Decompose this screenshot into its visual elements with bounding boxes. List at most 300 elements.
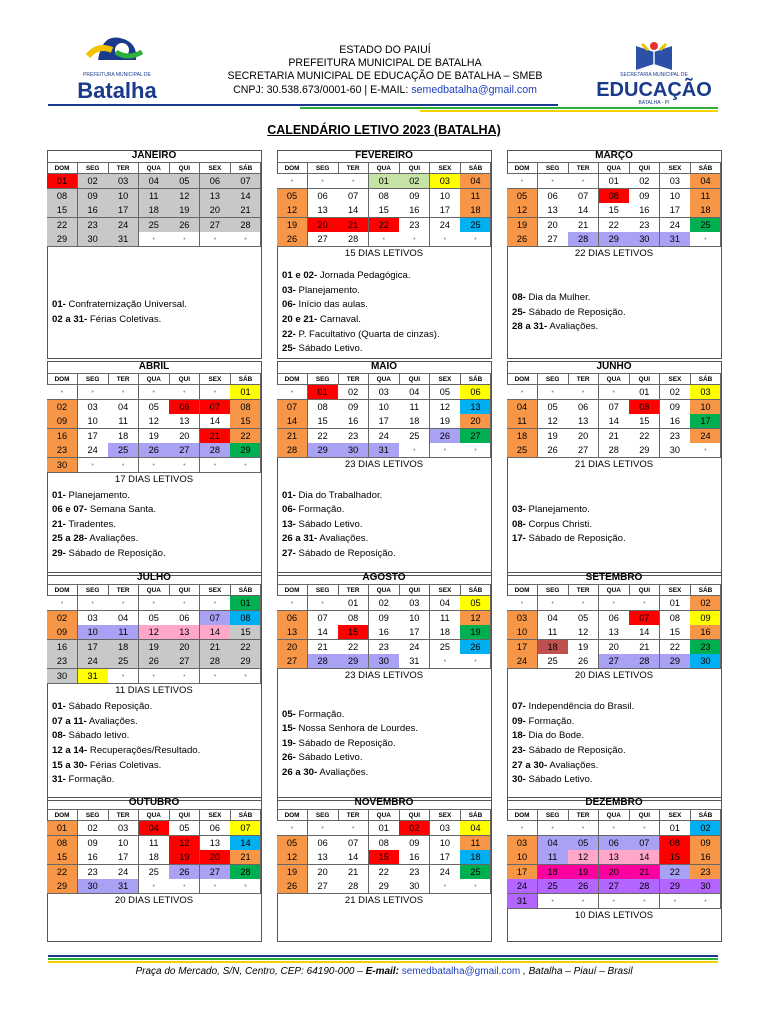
day-cell[interactable]: 10	[108, 189, 139, 204]
day-cell[interactable]: 03	[507, 611, 538, 626]
day-cell[interactable]: 24	[369, 429, 400, 444]
day-cell[interactable]: 28	[338, 879, 369, 894]
day-cell[interactable]: 15	[629, 414, 660, 429]
day-cell[interactable]: 24	[507, 879, 538, 894]
day-cell[interactable]: 21	[629, 640, 660, 655]
day-cell[interactable]: 23	[78, 218, 109, 233]
day-cell[interactable]: 28	[230, 865, 261, 880]
day-cell[interactable]: 20	[568, 429, 599, 444]
day-cell[interactable]: 27	[460, 429, 491, 444]
day-cell[interactable]: 15	[369, 850, 400, 865]
day-cell[interactable]: 08	[230, 611, 261, 626]
day-cell[interactable]: 07	[308, 611, 339, 626]
day-cell[interactable]: 17	[507, 640, 538, 655]
day-cell[interactable]: 12	[538, 414, 569, 429]
day-cell[interactable]: 08	[660, 611, 691, 626]
day-cell[interactable]: 26	[568, 879, 599, 894]
day-cell[interactable]: 25	[538, 654, 569, 669]
day-cell[interactable]: 14	[629, 850, 660, 865]
day-cell[interactable]: 03	[78, 611, 109, 626]
day-cell[interactable]: 12	[139, 625, 170, 640]
day-cell[interactable]: 16	[690, 625, 721, 640]
day-cell[interactable]: 27	[200, 218, 231, 233]
day-cell[interactable]: 07	[599, 400, 630, 415]
day-cell[interactable]: 16	[369, 625, 400, 640]
day-cell[interactable]: 12	[169, 189, 200, 204]
day-cell[interactable]: 22	[230, 429, 261, 444]
day-cell[interactable]: 03	[430, 821, 461, 836]
day-cell[interactable]: 03	[108, 821, 139, 836]
day-cell[interactable]: 06	[169, 400, 200, 415]
day-cell[interactable]: 19	[139, 640, 170, 655]
day-cell[interactable]: 23	[78, 865, 109, 880]
day-cell[interactable]: 14	[629, 625, 660, 640]
day-cell[interactable]: 17	[108, 203, 139, 218]
day-cell[interactable]: 06	[599, 836, 630, 851]
day-cell[interactable]: 26	[139, 443, 170, 458]
day-cell[interactable]: 14	[230, 189, 261, 204]
day-cell[interactable]: 13	[169, 414, 200, 429]
day-cell[interactable]: 17	[660, 203, 691, 218]
day-cell[interactable]: 08	[369, 189, 400, 204]
day-cell[interactable]: 18	[460, 850, 491, 865]
day-cell[interactable]: 21	[599, 429, 630, 444]
day-cell[interactable]: 10	[660, 189, 691, 204]
day-cell[interactable]: 28	[200, 654, 231, 669]
day-cell[interactable]: 31	[369, 443, 400, 458]
day-cell[interactable]: 12	[277, 850, 308, 865]
day-cell[interactable]: 13	[460, 400, 491, 415]
day-cell[interactable]: 13	[200, 189, 231, 204]
day-cell[interactable]: 23	[338, 429, 369, 444]
day-cell[interactable]: 17	[507, 865, 538, 880]
day-cell[interactable]: 01	[369, 174, 400, 189]
day-cell[interactable]: 21	[200, 429, 231, 444]
day-cell[interactable]: 23	[399, 865, 430, 880]
day-cell[interactable]: 02	[690, 596, 721, 611]
day-cell[interactable]: 19	[169, 850, 200, 865]
day-cell[interactable]: 20	[599, 640, 630, 655]
day-cell[interactable]: 01	[47, 174, 78, 189]
day-cell[interactable]: 07	[629, 836, 660, 851]
day-cell[interactable]: 17	[108, 850, 139, 865]
day-cell[interactable]: 27	[599, 879, 630, 894]
day-cell[interactable]: 18	[399, 414, 430, 429]
day-cell[interactable]: 17	[78, 429, 109, 444]
day-cell[interactable]: 03	[399, 596, 430, 611]
day-cell[interactable]: 14	[568, 203, 599, 218]
day-cell[interactable]: 31	[399, 654, 430, 669]
day-cell[interactable]: 24	[507, 654, 538, 669]
day-cell[interactable]: 21	[338, 218, 369, 233]
day-cell[interactable]: 07	[230, 821, 261, 836]
day-cell[interactable]: 03	[690, 385, 721, 400]
day-cell[interactable]: 21	[200, 640, 231, 655]
day-cell[interactable]: 29	[230, 654, 261, 669]
day-cell[interactable]: 30	[47, 458, 78, 473]
day-cell[interactable]: 14	[200, 625, 231, 640]
day-cell[interactable]: 20	[308, 865, 339, 880]
day-cell[interactable]: 09	[78, 189, 109, 204]
day-cell[interactable]: 23	[690, 640, 721, 655]
day-cell[interactable]: 03	[430, 174, 461, 189]
day-cell[interactable]: 03	[660, 174, 691, 189]
day-cell[interactable]: 13	[568, 414, 599, 429]
day-cell[interactable]: 02	[47, 611, 78, 626]
day-cell[interactable]: 29	[230, 443, 261, 458]
day-cell[interactable]: 20	[200, 203, 231, 218]
day-cell[interactable]: 07	[200, 611, 231, 626]
day-cell[interactable]: 23	[690, 865, 721, 880]
day-cell[interactable]: 08	[47, 836, 78, 851]
day-cell[interactable]: 11	[399, 400, 430, 415]
day-cell[interactable]: 26	[507, 232, 538, 247]
day-cell[interactable]: 15	[338, 625, 369, 640]
day-cell[interactable]: 29	[369, 879, 400, 894]
day-cell[interactable]: 19	[430, 414, 461, 429]
day-cell[interactable]: 04	[507, 400, 538, 415]
day-cell[interactable]: 03	[369, 385, 400, 400]
day-cell[interactable]: 24	[78, 443, 109, 458]
day-cell[interactable]: 08	[660, 836, 691, 851]
day-cell[interactable]: 20	[538, 218, 569, 233]
day-cell[interactable]: 05	[507, 189, 538, 204]
day-cell[interactable]: 14	[338, 850, 369, 865]
day-cell[interactable]: 18	[460, 203, 491, 218]
day-cell[interactable]: 20	[200, 850, 231, 865]
footer-email-link[interactable]: semedbatalha@gmail.com	[401, 966, 521, 977]
day-cell[interactable]: 06	[200, 821, 231, 836]
day-cell[interactable]: 30	[629, 232, 660, 247]
day-cell[interactable]: 09	[338, 400, 369, 415]
day-cell[interactable]: 09	[47, 625, 78, 640]
day-cell[interactable]: 08	[338, 611, 369, 626]
day-cell[interactable]: 07	[230, 174, 261, 189]
day-cell[interactable]: 20	[277, 640, 308, 655]
day-cell[interactable]: 28	[629, 654, 660, 669]
day-cell[interactable]: 01	[230, 596, 261, 611]
day-cell[interactable]: 20	[169, 640, 200, 655]
day-cell[interactable]: 27	[169, 654, 200, 669]
day-cell[interactable]: 07	[338, 836, 369, 851]
day-cell[interactable]: 22	[369, 865, 400, 880]
day-cell[interactable]: 06	[538, 189, 569, 204]
day-cell[interactable]: 07	[338, 189, 369, 204]
day-cell[interactable]: 11	[538, 850, 569, 865]
day-cell[interactable]: 10	[690, 400, 721, 415]
day-cell[interactable]: 27	[308, 879, 339, 894]
day-cell[interactable]: 20	[460, 414, 491, 429]
day-cell[interactable]: 11	[690, 189, 721, 204]
day-cell[interactable]: 29	[47, 232, 78, 247]
day-cell[interactable]: 19	[277, 218, 308, 233]
day-cell[interactable]: 29	[629, 443, 660, 458]
day-cell[interactable]: 13	[599, 850, 630, 865]
day-cell[interactable]: 28	[568, 232, 599, 247]
day-cell[interactable]: 29	[599, 232, 630, 247]
day-cell[interactable]: 13	[599, 625, 630, 640]
day-cell[interactable]: 21	[230, 203, 261, 218]
day-cell[interactable]: 26	[430, 429, 461, 444]
day-cell[interactable]: 26	[538, 443, 569, 458]
day-cell[interactable]: 02	[399, 821, 430, 836]
day-cell[interactable]: 05	[568, 611, 599, 626]
day-cell[interactable]: 23	[399, 218, 430, 233]
day-cell[interactable]: 01	[338, 596, 369, 611]
day-cell[interactable]: 02	[338, 385, 369, 400]
day-cell[interactable]: 07	[629, 611, 660, 626]
day-cell[interactable]: 29	[338, 654, 369, 669]
day-cell[interactable]: 22	[308, 429, 339, 444]
day-cell[interactable]: 04	[460, 174, 491, 189]
day-cell[interactable]: 06	[277, 611, 308, 626]
day-cell[interactable]: 12	[507, 203, 538, 218]
day-cell[interactable]: 23	[47, 654, 78, 669]
day-cell[interactable]: 09	[399, 836, 430, 851]
day-cell[interactable]: 26	[169, 865, 200, 880]
day-cell[interactable]: 29	[47, 879, 78, 894]
day-cell[interactable]: 26	[277, 879, 308, 894]
day-cell[interactable]: 21	[230, 850, 261, 865]
day-cell[interactable]: 07	[200, 400, 231, 415]
day-cell[interactable]: 26	[460, 640, 491, 655]
day-cell[interactable]: 01	[369, 821, 400, 836]
day-cell[interactable]: 11	[507, 414, 538, 429]
day-cell[interactable]: 21	[277, 429, 308, 444]
day-cell[interactable]: 27	[277, 654, 308, 669]
day-cell[interactable]: 04	[538, 611, 569, 626]
day-cell[interactable]: 01	[660, 596, 691, 611]
day-cell[interactable]: 02	[690, 821, 721, 836]
day-cell[interactable]: 16	[47, 429, 78, 444]
day-cell[interactable]: 25	[430, 640, 461, 655]
day-cell[interactable]: 30	[690, 654, 721, 669]
day-cell[interactable]: 31	[507, 894, 538, 909]
day-cell[interactable]: 16	[78, 850, 109, 865]
day-cell[interactable]: 08	[599, 189, 630, 204]
day-cell[interactable]: 05	[169, 174, 200, 189]
day-cell[interactable]: 15	[660, 625, 691, 640]
day-cell[interactable]: 29	[660, 879, 691, 894]
day-cell[interactable]: 14	[277, 414, 308, 429]
day-cell[interactable]: 05	[430, 385, 461, 400]
day-cell[interactable]: 22	[230, 640, 261, 655]
day-cell[interactable]: 09	[629, 189, 660, 204]
day-cell[interactable]: 14	[308, 625, 339, 640]
day-cell[interactable]: 12	[430, 400, 461, 415]
day-cell[interactable]: 19	[169, 203, 200, 218]
day-cell[interactable]: 04	[139, 821, 170, 836]
day-cell[interactable]: 18	[507, 429, 538, 444]
day-cell[interactable]: 14	[599, 414, 630, 429]
day-cell[interactable]: 02	[78, 174, 109, 189]
day-cell[interactable]: 25	[139, 865, 170, 880]
day-cell[interactable]: 31	[108, 879, 139, 894]
day-cell[interactable]: 01	[47, 821, 78, 836]
day-cell[interactable]: 01	[629, 385, 660, 400]
day-cell[interactable]: 18	[538, 865, 569, 880]
day-cell[interactable]: 04	[690, 174, 721, 189]
day-cell[interactable]: 10	[399, 611, 430, 626]
day-cell[interactable]: 03	[108, 174, 139, 189]
day-cell[interactable]: 26	[139, 654, 170, 669]
day-cell[interactable]: 22	[599, 218, 630, 233]
day-cell[interactable]: 17	[690, 414, 721, 429]
day-cell[interactable]: 13	[308, 203, 339, 218]
day-cell[interactable]: 24	[108, 218, 139, 233]
day-cell[interactable]: 16	[338, 414, 369, 429]
day-cell[interactable]: 23	[629, 218, 660, 233]
day-cell[interactable]: 25	[108, 654, 139, 669]
day-cell[interactable]: 09	[369, 611, 400, 626]
day-cell[interactable]: 23	[369, 640, 400, 655]
day-cell[interactable]: 22	[629, 429, 660, 444]
day-cell[interactable]: 24	[660, 218, 691, 233]
day-cell[interactable]: 25	[399, 429, 430, 444]
day-cell[interactable]: 31	[108, 232, 139, 247]
day-cell[interactable]: 18	[139, 203, 170, 218]
day-cell[interactable]: 16	[399, 203, 430, 218]
day-cell[interactable]: 28	[230, 218, 261, 233]
day-cell[interactable]: 16	[78, 203, 109, 218]
day-cell[interactable]: 28	[200, 443, 231, 458]
day-cell[interactable]: 18	[108, 640, 139, 655]
day-cell[interactable]: 30	[47, 669, 78, 684]
day-cell[interactable]: 27	[538, 232, 569, 247]
day-cell[interactable]: 19	[460, 625, 491, 640]
day-cell[interactable]: 14	[230, 836, 261, 851]
day-cell[interactable]: 04	[139, 174, 170, 189]
day-cell[interactable]: 01	[660, 821, 691, 836]
day-cell[interactable]: 08	[369, 836, 400, 851]
day-cell[interactable]: 08	[308, 400, 339, 415]
day-cell[interactable]: 11	[460, 189, 491, 204]
day-cell[interactable]: 08	[47, 189, 78, 204]
day-cell[interactable]: 04	[399, 385, 430, 400]
day-cell[interactable]: 05	[568, 836, 599, 851]
day-cell[interactable]: 20	[599, 865, 630, 880]
day-cell[interactable]: 28	[277, 443, 308, 458]
day-cell[interactable]: 26	[169, 218, 200, 233]
day-cell[interactable]: 05	[277, 189, 308, 204]
day-cell[interactable]: 16	[399, 850, 430, 865]
day-cell[interactable]: 27	[200, 865, 231, 880]
day-cell[interactable]: 05	[460, 596, 491, 611]
day-cell[interactable]: 17	[78, 640, 109, 655]
day-cell[interactable]: 24	[78, 654, 109, 669]
day-cell[interactable]: 02	[660, 385, 691, 400]
day-cell[interactable]: 11	[108, 625, 139, 640]
day-cell[interactable]: 23	[660, 429, 691, 444]
day-cell[interactable]: 01	[230, 385, 261, 400]
day-cell[interactable]: 27	[599, 654, 630, 669]
day-cell[interactable]: 30	[369, 654, 400, 669]
day-cell[interactable]: 30	[78, 879, 109, 894]
day-cell[interactable]: 16	[690, 850, 721, 865]
day-cell[interactable]: 11	[108, 414, 139, 429]
day-cell[interactable]: 31	[78, 669, 109, 684]
day-cell[interactable]: 19	[568, 865, 599, 880]
day-cell[interactable]: 18	[690, 203, 721, 218]
day-cell[interactable]: 25	[507, 443, 538, 458]
day-cell[interactable]: 15	[47, 203, 78, 218]
day-cell[interactable]: 12	[568, 625, 599, 640]
day-cell[interactable]: 06	[460, 385, 491, 400]
day-cell[interactable]: 19	[139, 429, 170, 444]
day-cell[interactable]: 05	[139, 611, 170, 626]
day-cell[interactable]: 18	[108, 429, 139, 444]
day-cell[interactable]: 10	[430, 189, 461, 204]
day-cell[interactable]: 25	[690, 218, 721, 233]
day-cell[interactable]: 19	[568, 640, 599, 655]
day-cell[interactable]: 09	[47, 414, 78, 429]
day-cell[interactable]: 02	[629, 174, 660, 189]
day-cell[interactable]: 30	[660, 443, 691, 458]
day-cell[interactable]: 20	[308, 218, 339, 233]
day-cell[interactable]: 17	[399, 625, 430, 640]
day-cell[interactable]: 06	[200, 174, 231, 189]
day-cell[interactable]: 25	[538, 879, 569, 894]
day-cell[interactable]: 15	[47, 850, 78, 865]
day-cell[interactable]: 08	[230, 400, 261, 415]
day-cell[interactable]: 15	[369, 203, 400, 218]
day-cell[interactable]: 02	[399, 174, 430, 189]
day-cell[interactable]: 19	[507, 218, 538, 233]
day-cell[interactable]: 04	[108, 400, 139, 415]
day-cell[interactable]: 16	[47, 640, 78, 655]
day-cell[interactable]: 21	[308, 640, 339, 655]
day-cell[interactable]: 09	[690, 611, 721, 626]
day-cell[interactable]: 14	[338, 203, 369, 218]
day-cell[interactable]: 25	[108, 443, 139, 458]
day-cell[interactable]: 11	[139, 189, 170, 204]
day-cell[interactable]: 12	[139, 414, 170, 429]
day-cell[interactable]: 16	[660, 414, 691, 429]
day-cell[interactable]: 30	[78, 232, 109, 247]
day-cell[interactable]: 18	[430, 625, 461, 640]
day-cell[interactable]: 18	[538, 640, 569, 655]
day-cell[interactable]: 22	[660, 640, 691, 655]
day-cell[interactable]: 02	[78, 821, 109, 836]
day-cell[interactable]: 06	[308, 836, 339, 851]
day-cell[interactable]: 06	[599, 611, 630, 626]
day-cell[interactable]: 13	[277, 625, 308, 640]
day-cell[interactable]: 17	[430, 203, 461, 218]
day-cell[interactable]: 15	[308, 414, 339, 429]
day-cell[interactable]: 07	[277, 400, 308, 415]
day-cell[interactable]: 19	[538, 429, 569, 444]
day-cell[interactable]: 05	[277, 836, 308, 851]
day-cell[interactable]: 22	[47, 865, 78, 880]
day-cell[interactable]: 10	[369, 400, 400, 415]
day-cell[interactable]: 16	[629, 203, 660, 218]
day-cell[interactable]: 30	[399, 879, 430, 894]
day-cell[interactable]: 28	[629, 879, 660, 894]
day-cell[interactable]: 10	[507, 850, 538, 865]
day-cell[interactable]: 22	[338, 640, 369, 655]
day-cell[interactable]: 10	[430, 836, 461, 851]
day-cell[interactable]: 06	[308, 189, 339, 204]
day-cell[interactable]: 24	[430, 865, 461, 880]
day-cell[interactable]: 04	[430, 596, 461, 611]
day-cell[interactable]: 11	[538, 625, 569, 640]
day-cell[interactable]: 27	[308, 232, 339, 247]
day-cell[interactable]: 21	[338, 865, 369, 880]
day-cell[interactable]: 29	[660, 654, 691, 669]
day-cell[interactable]: 06	[169, 611, 200, 626]
day-cell[interactable]: 13	[538, 203, 569, 218]
day-cell[interactable]: 04	[460, 821, 491, 836]
